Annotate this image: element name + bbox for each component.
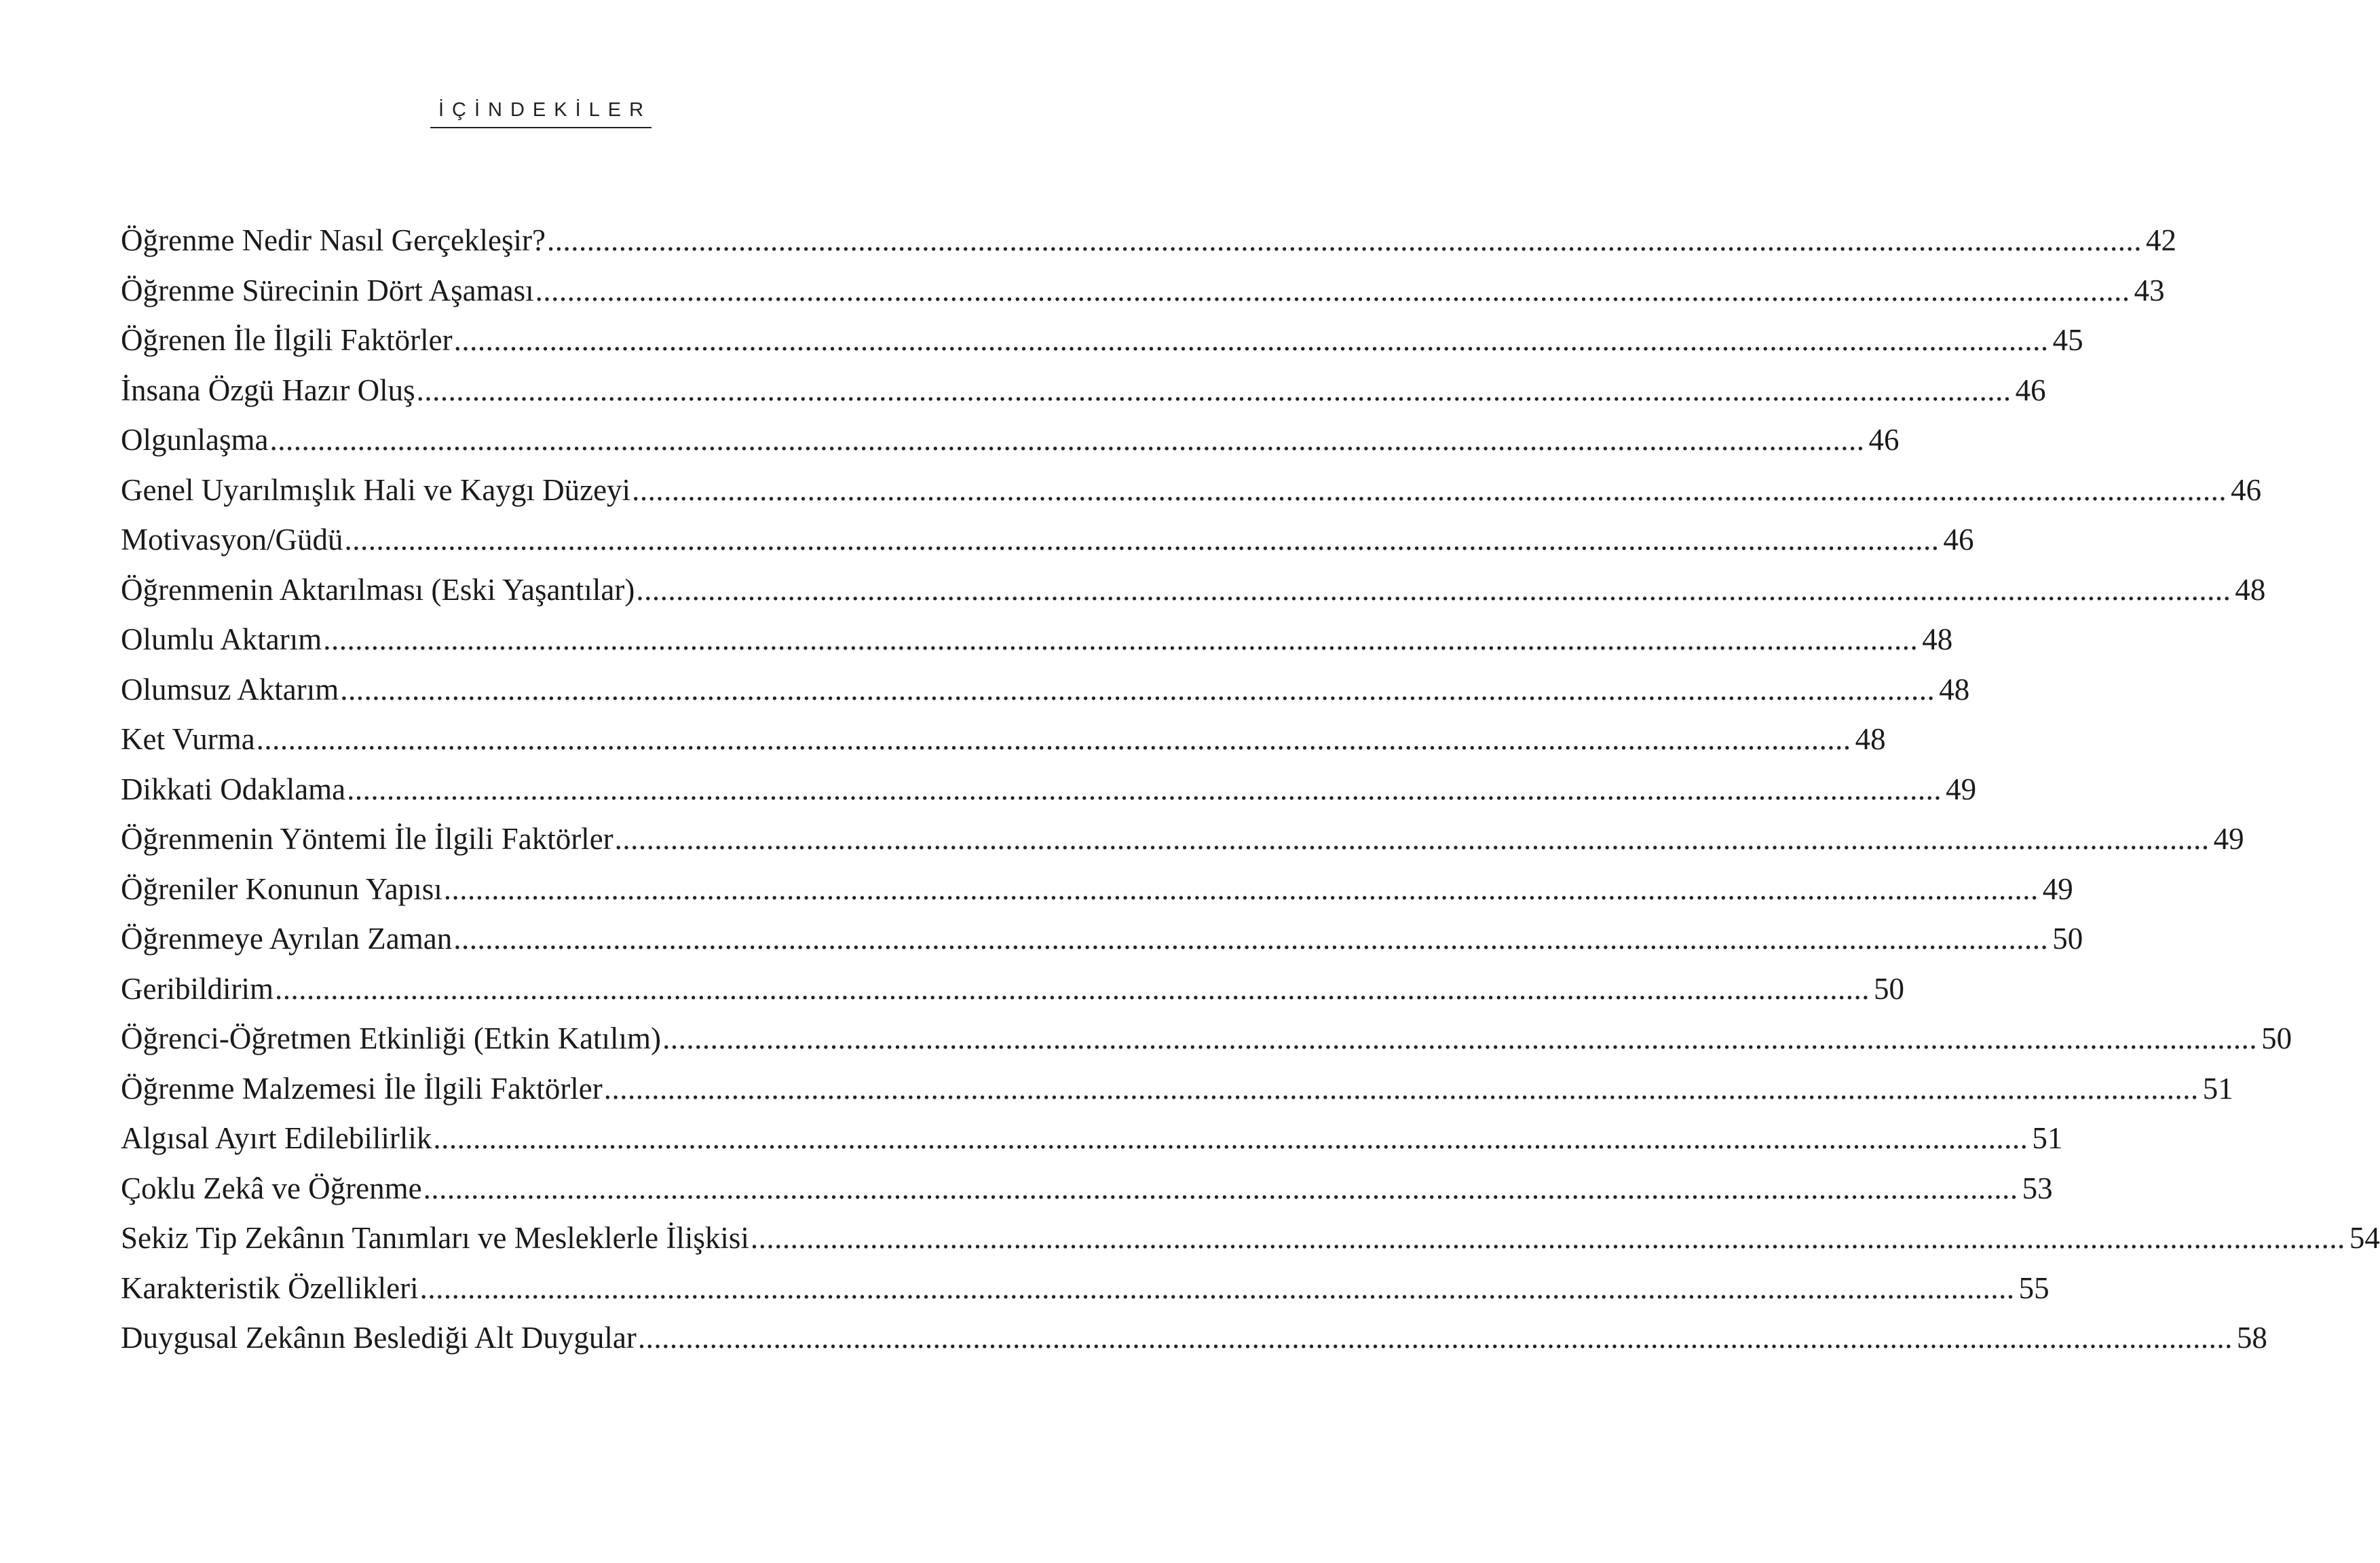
toc-dot-leader: ........................................................................................................................................................................................................ <box>423 1171 2018 1205</box>
page-header <box>0 99 1082 128</box>
toc-entry-page-number: 49 <box>2213 822 2244 856</box>
toc-entry-title: Öğrenme Sürecinin Dört Aşaması <box>121 273 534 307</box>
toc-entry <box>121 1014 2292 1064</box>
toc-entry-page-number: 50 <box>1873 971 1904 1006</box>
toc-entry-page-number: 49 <box>2042 871 2073 906</box>
toc-dot-leader: ........................................................................................................................................................................................................ <box>636 572 2231 607</box>
toc-entry <box>121 515 1974 565</box>
toc-entry <box>121 1164 2053 1214</box>
toc-entry-page-number: 51 <box>2032 1121 2063 1156</box>
toc-entry <box>121 814 2244 865</box>
toc-entry <box>121 565 2266 616</box>
table-of-contents <box>121 216 2380 1363</box>
toc-dot-leader: ........................................................................................................................................................................................................ <box>614 822 2210 856</box>
toc-entry-title: Öğreniler Konunun Yapısı <box>121 871 442 906</box>
toc-entry <box>121 665 1970 715</box>
toc-dot-leader: ........................................................................................................................................................................................................ <box>662 1021 2258 1056</box>
toc-entry-page-number: 48 <box>1939 672 1970 707</box>
toc-entry <box>121 1114 2063 1164</box>
toc-entry <box>121 366 2046 416</box>
toc-entry-page-number: 58 <box>2236 1321 2267 1355</box>
toc-entry-page-number: 48 <box>1855 722 1886 757</box>
toc-dot-leader: ........................................................................................................................................................................................................ <box>535 273 2130 307</box>
toc-entry <box>121 964 1904 1015</box>
toc-entry-title: Öğrenmeye Ayrılan Zaman <box>121 922 453 956</box>
toc-entry-page-number: 55 <box>2018 1270 2050 1305</box>
toc-dot-leader: ........................................................................................................................................................................................................ <box>256 722 1851 757</box>
toc-entry <box>121 865 2073 915</box>
toc-entry-title: Çoklu Zekâ ve Öğrenme <box>121 1171 422 1205</box>
toc-entry <box>121 914 2083 964</box>
toc-entry <box>121 466 2262 516</box>
toc-entry-title: Ket Vurma <box>121 722 255 757</box>
toc-dot-leader: ........................................................................................................................................................................................................ <box>443 871 2039 906</box>
toc-entry-title: Öğrenci-Öğretmen Etkinliği (Etkin Katılım) <box>121 1021 662 1056</box>
toc-entry-page-number: 46 <box>1943 523 1974 557</box>
toc-dot-leader: ........................................................................................................................................................................................................ <box>546 223 2142 258</box>
toc-entry-page-number: 49 <box>1946 772 1977 806</box>
toc-entry-page-number: 50 <box>2261 1021 2292 1056</box>
toc-entry-page-number: 42 <box>2145 223 2176 258</box>
toc-entry-page-number: 50 <box>2052 922 2083 956</box>
toc-entry-title: Olumlu Aktarım <box>121 622 322 657</box>
toc-entry-title: İnsana Özgü Hazır Oluş <box>121 373 415 407</box>
toc-entry-title: Öğrenen İle İlgili Faktörler <box>121 323 453 358</box>
toc-entry-title: Karakteristik Özellikleri <box>121 1270 419 1305</box>
toc-entry-title: Öğrenmenin Yöntemi İle İlgili Faktörler <box>121 822 613 856</box>
toc-entry-title: Duygusal Zekânın Beslediği Alt Duygular <box>121 1321 637 1355</box>
toc-entry <box>121 266 2165 316</box>
toc-entry-page-number: 48 <box>2235 572 2266 607</box>
toc-entry-page-number: 46 <box>2231 472 2262 507</box>
toc-entry-title: Öğrenme Nedir Nasıl Gerçekleşir? <box>121 223 546 258</box>
toc-entry <box>121 1213 2380 1264</box>
toc-entry-title: Geribildirim <box>121 971 273 1006</box>
toc-dot-leader: ........................................................................................................................................................................................................ <box>323 622 1919 657</box>
toc-entry <box>121 1313 2267 1363</box>
toc-dot-leader: ........................................................................................................................................................................................................ <box>274 971 1870 1006</box>
toc-entry-page-number: 54 <box>2349 1221 2380 1256</box>
toc-entry <box>121 316 2083 366</box>
toc-entry-page-number: 48 <box>1922 622 1953 657</box>
toc-entry-title: Motivasyon/Güdü <box>121 523 343 557</box>
toc-entry <box>121 216 2176 266</box>
toc-dot-leader: ........................................................................................................................................................................................................ <box>416 373 2011 407</box>
toc-entry-title: Sekiz Tip Zekânın Tanımları ve Mesleklerle İlişkisi <box>121 1221 749 1256</box>
toc-entry-page-number: 43 <box>2134 273 2165 307</box>
toc-dot-leader: ........................................................................................................................................................................................................ <box>750 1221 2345 1256</box>
toc-dot-leader: ........................................................................................................................................................................................................ <box>637 1321 2233 1355</box>
toc-dot-leader: ........................................................................................................................................................................................................ <box>632 472 2227 507</box>
toc-dot-leader: ........................................................................................................................................................................................................ <box>453 922 2049 956</box>
toc-entry <box>121 615 1953 665</box>
page-title: İÇİNDEKİLER <box>430 99 651 128</box>
toc-entry-title: Öğrenmenin Aktarılması (Eski Yaşantılar) <box>121 572 635 607</box>
toc-dot-leader: ........................................................................................................................................................................................................ <box>269 423 1865 457</box>
toc-dot-leader: ........................................................................................................................................................................................................ <box>340 672 1935 707</box>
toc-dot-leader: ........................................................................................................................................................................................................ <box>433 1121 2028 1156</box>
toc-dot-leader: ........................................................................................................................................................................................................ <box>603 1071 2199 1106</box>
toc-entry-page-number: 53 <box>2022 1171 2053 1205</box>
toc-entry <box>121 1064 2233 1114</box>
toc-dot-leader: ........................................................................................................................................................................................................ <box>344 523 1940 557</box>
toc-entry-page-number: 51 <box>2202 1071 2233 1106</box>
toc-entry-title: Algısal Ayırt Edilebilirlik <box>121 1121 432 1156</box>
toc-entry-title: Olgunlaşma <box>121 423 269 457</box>
toc-entry <box>121 765 1977 815</box>
toc-dot-leader: ........................................................................................................................................................................................................ <box>419 1270 2015 1305</box>
toc-entry-title: Öğrenme Malzemesi İle İlgili Faktörler <box>121 1071 603 1106</box>
toc-entry-page-number: 46 <box>1868 423 1900 457</box>
toc-entry-title: Genel Uyarılmışlık Hali ve Kaygı Düzeyi <box>121 472 631 507</box>
toc-dot-leader: ........................................................................................................................................................................................................ <box>347 772 1942 806</box>
toc-entry <box>121 1264 2050 1314</box>
toc-entry-page-number: 46 <box>2015 373 2046 407</box>
toc-entry-title: Dikkati Odaklama <box>121 772 346 806</box>
toc-entry <box>121 715 1886 765</box>
toc-entry <box>121 415 1900 466</box>
toc-entry-page-number: 45 <box>2052 323 2083 358</box>
toc-entry-title: Olumsuz Aktarım <box>121 672 339 707</box>
toc-dot-leader: ........................................................................................................................................................................................................ <box>453 323 2049 358</box>
